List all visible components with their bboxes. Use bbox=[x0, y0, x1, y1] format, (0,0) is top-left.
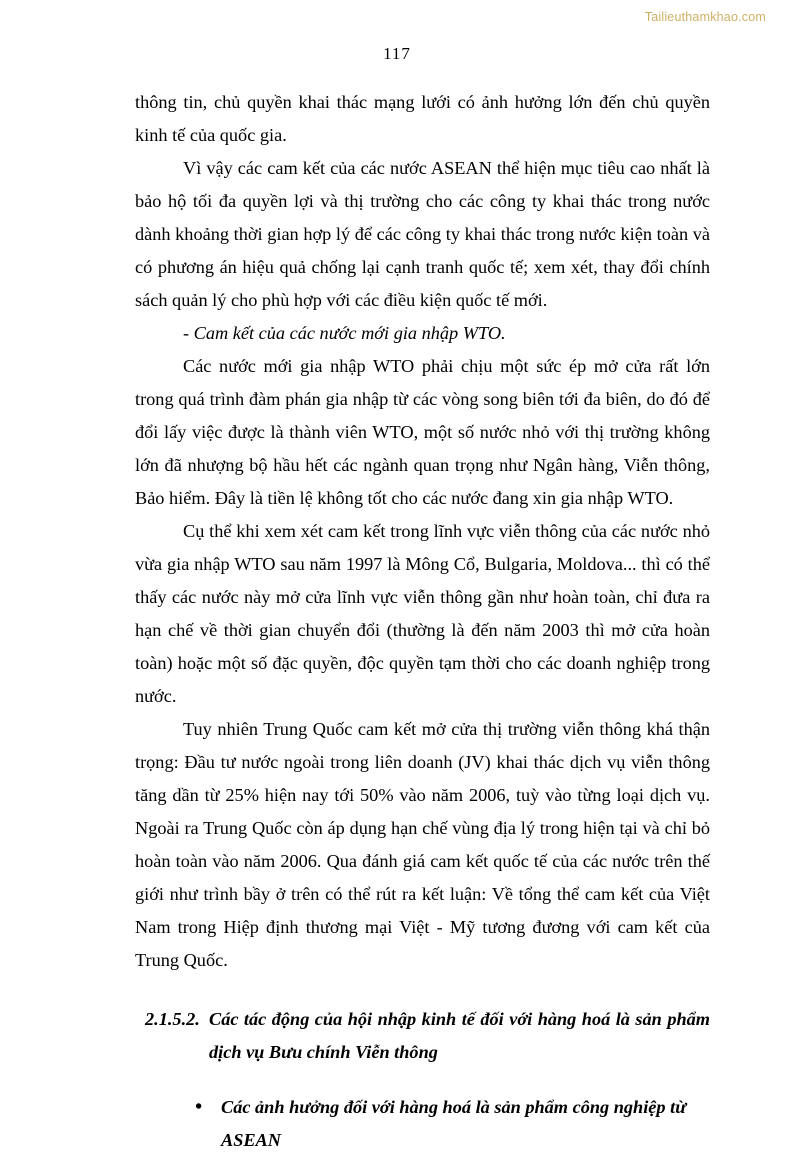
paragraph-asean-commitments: Vì vậy các cam kết của các nước ASEAN thể hiện mục tiêu cao nhất là bảo hộ tối đa quyền lợi và thị trường cho các công ty khai thác trong nước dành khoảng thời gian hợp lý để các công ty khai thác trong nước kiện toàn và có phương án hiệu quả chống lại cạnh tranh quốc tế; xem xét, thay đổi chính sách quản lý cho phù hợp với các điều kiện quốc tế mới. bbox=[135, 158, 710, 310]
bullet-icon: • bbox=[195, 1096, 203, 1118]
bullet-item-main: Các ảnh hưởng đối với hàng hoá là sản phẩm công nghiệp từ bbox=[221, 1097, 687, 1117]
bullet-item bbox=[135, 1091, 710, 1157]
watermark-text: Tailieuthamkhao.com bbox=[644, 10, 766, 24]
bullet-item-tail: ASEAN bbox=[221, 1130, 281, 1150]
paragraph-new-wto-members: Các nước mới gia nhập WTO phải chịu một sức ép mở cửa rất lớn trong quá trình đàm phán gia nhập từ các vòng song biên tới đa biên, do đó để đổi lấy việc được là thành viên WTO, một số nước nhỏ với thị trường không lớn đã nhượng bộ hầu hết các ngành quan trọng như Ngân hàng, Viễn thông, Bảo hiểm. Đây là tiền lệ không tốt cho các nước đang xin gia nhập WTO. bbox=[135, 356, 710, 508]
section-heading-number: 2.1.5.2. bbox=[145, 1009, 200, 1029]
bullet-item-text bbox=[221, 1091, 710, 1157]
paragraph-small-countries: Cụ thể khi xem xét cam kết trong lĩnh vực viễn thông của các nước nhỏ vừa gia nhập WTO sau năm 1997 là Mông Cổ, Bulgaria, Moldova... thì có thể thấy các nước này mở cửa lĩnh vực viễn thông gần như hoàn toàn, chỉ đưa ra hạn chế về thời gian chuyển đổi (thường là đến năm 2003 thì mở cửa hoàn toàn) hoặc một số đặc quyền, độc quyền tạm thời cho các doanh nghiệp trong nước. bbox=[135, 521, 710, 706]
page-content bbox=[135, 86, 710, 1157]
page-number: 117 bbox=[383, 44, 411, 63]
paragraph-china-commitments: Tuy nhiên Trung Quốc cam kết mở cửa thị trường viễn thông khá thận trọng: Đầu tư nước ngoài trong liên doanh (JV) khai thác dịch vụ viễn thông tăng dần từ 25% hiện nay tới 50% vào năm 2006, tuỳ vào từng loại dịch vụ. Ngoài ra Trung Quốc còn áp dụng hạn chế vùng địa lý trong hiện tại và chỉ bỏ hoàn toàn vào năm 2006. Qua đánh giá cam kết quốc tế của các nước trên thế giới như trình bầy ở trên có thể rút ra kết luận: Về tổng thể cam kết của Việt Nam trong Hiệp định thương mại Việt - Mỹ tương đương với cam kết của Trung Quốc. bbox=[135, 719, 710, 970]
section-heading-text: Các tác động của hội nhập kinh tế đối với hàng hoá là sản phẩm dịch vụ Bưu chính Viễn thông bbox=[209, 1009, 710, 1062]
paragraph-subheading-wto: - Cam kết của các nước mới gia nhập WTO. bbox=[183, 323, 506, 343]
paragraph-continuation: thông tin, chủ quyền khai thác mạng lưới có ảnh hưởng lớn đến chủ quyền kinh tế của quốc gia. bbox=[135, 92, 710, 145]
section-heading bbox=[135, 1003, 710, 1069]
